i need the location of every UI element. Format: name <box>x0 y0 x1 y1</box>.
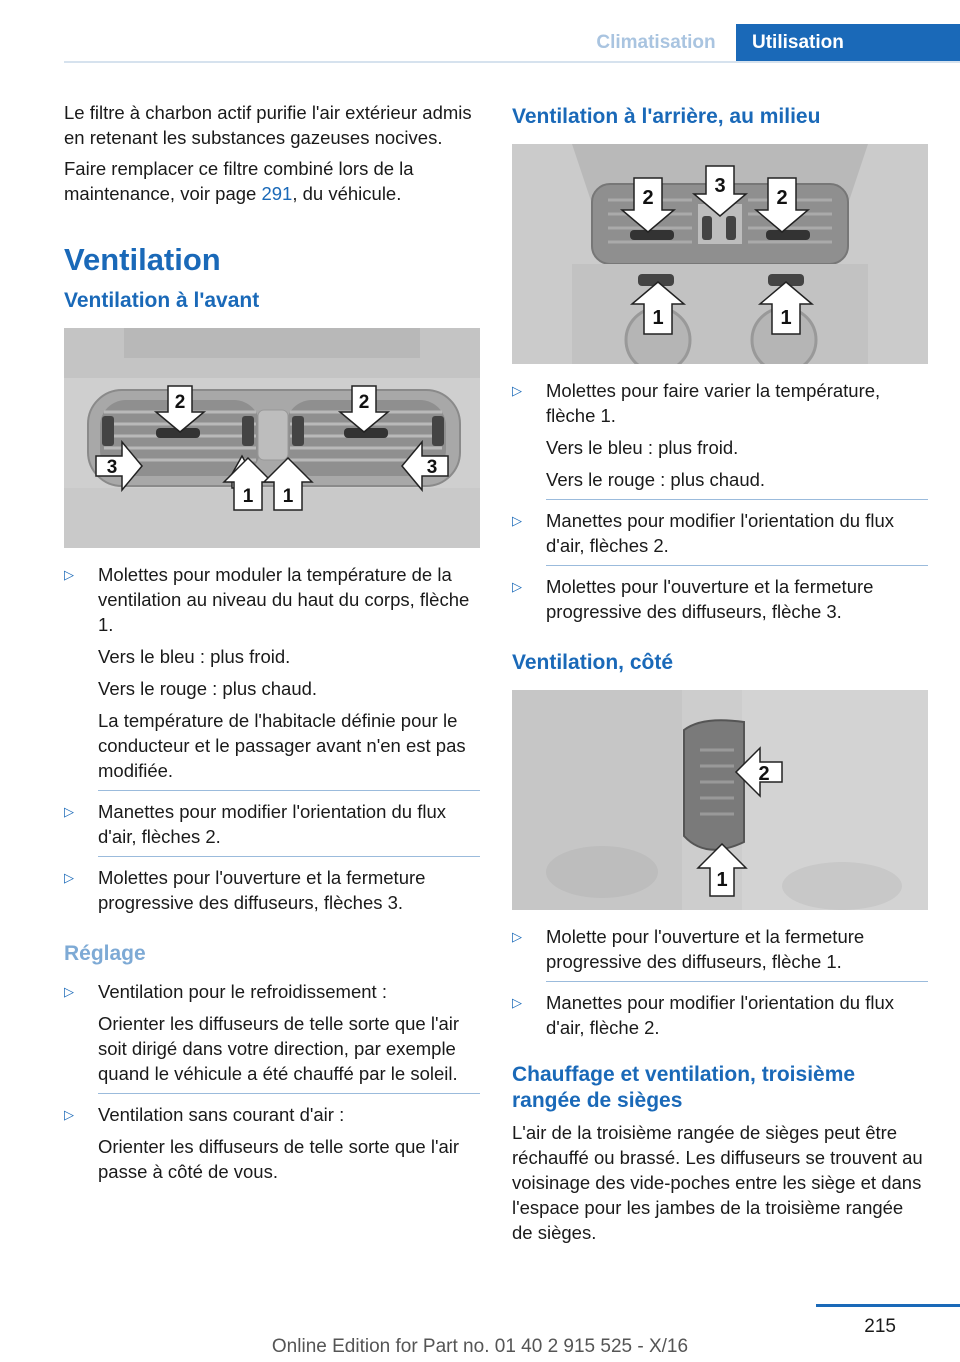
intro-paragraph-1: Le filtre à charbon actif purifie l'air extérieur admis en retenant les substances gazeuses nocives. <box>64 102 472 148</box>
intro-text-b: , du véhicule. <box>292 183 402 204</box>
bullet-text: Molettes pour l'ouverture et la fermeture progressive des diffuseurs, flèches 3. <box>98 867 426 913</box>
page-link-291[interactable]: 291 <box>261 183 293 204</box>
bullet-subtext: Orienter les diffuseurs de telle sorte que l'air soit dirigé dans votre direction, par exemple quand le véhicule a été chauffé par le soleil. <box>98 1013 460 1084</box>
bullet-marker-icon: ▷ <box>64 984 74 999</box>
figure-front-vents <box>64 328 480 548</box>
bullet-text: Ventilation sans courant d'air : <box>98 1104 345 1125</box>
list-item <box>64 562 480 791</box>
header-tab-climatisation[interactable]: Climatisation <box>596 32 716 53</box>
rear-label-1a: 1 <box>652 307 664 329</box>
side-label-1: 1 <box>716 869 728 891</box>
figure-rear-vents <box>512 144 928 364</box>
front-bullet-list <box>64 562 480 915</box>
subheading-third-row: Chauffage et ventilation, troisième rangée de sièges <box>512 1063 856 1112</box>
front-label-2b: 2 <box>358 392 370 413</box>
third-row-paragraph: L'air de la troisième rangée de sièges peut être réchauffé ou brassé. Les diffuseurs se trouvent au voisinage des vide-poches entre les siège et dans l'espace pour les jambes de la troisième rangée de sièges. <box>512 1122 923 1243</box>
front-label-1a: 1 <box>242 486 254 507</box>
edition-footer: Online Edition for Part no. 01 40 2 915 525 - X/16 <box>271 1336 689 1357</box>
front-label-3b: 3 <box>426 457 438 478</box>
list-item <box>64 1102 480 1184</box>
bullet-text: Manettes pour modifier l'orientation du flux d'air, flèche 2. <box>546 992 895 1038</box>
header-rule <box>64 61 960 63</box>
bullet-marker-icon: ▷ <box>512 579 522 594</box>
bullet-text: Molettes pour l'ouverture et la fermeture progressive des diffuseurs, flèche 3. <box>546 576 874 622</box>
footer-rule <box>816 1304 960 1307</box>
subheading-front: Ventilation à l'avant <box>64 289 260 312</box>
list-item <box>64 799 480 857</box>
front-label-1b: 1 <box>282 486 294 507</box>
bullet-marker-icon: ▷ <box>64 567 74 582</box>
list-item <box>512 378 928 500</box>
divider <box>98 856 480 857</box>
divider <box>546 499 928 500</box>
bullet-marker-icon: ▷ <box>512 929 522 944</box>
divider <box>546 981 928 982</box>
bullet-text: Molettes pour faire varier la température, flèche 1. <box>546 380 881 426</box>
front-label-2a: 2 <box>174 392 186 413</box>
bullet-text: Manettes pour modifier l'orientation du flux d'air, flèches 2. <box>546 510 895 556</box>
front-label-3a: 3 <box>106 457 118 478</box>
list-item <box>512 990 928 1040</box>
bullet-subtext: Vers le rouge : plus chaud. <box>546 469 766 490</box>
intro-text-a: Faire remplacer ce filtre combiné lors de la maintenance, voir page <box>64 158 414 204</box>
right-column <box>512 100 928 1251</box>
page-number: 215 <box>864 1316 896 1337</box>
list-item <box>512 924 928 982</box>
bullet-text: Ventilation pour le refroidissement : <box>98 981 387 1002</box>
list-item <box>512 508 928 566</box>
rear-label-2b: 2 <box>776 187 788 209</box>
rear-label-2a: 2 <box>642 187 654 209</box>
bullet-marker-icon: ▷ <box>64 870 74 885</box>
reglage-bullet-list <box>64 979 480 1184</box>
divider <box>546 565 928 566</box>
bullet-subtext: Vers le bleu : plus froid. <box>98 646 291 667</box>
bullet-text: Manettes pour modifier l'orientation du flux d'air, flèches 2. <box>98 801 447 847</box>
divider <box>98 790 480 791</box>
header-tab-utilisation[interactable]: Utilisation <box>736 24 960 62</box>
intro-paragraph-2 <box>64 156 480 206</box>
bullet-subtext: Vers le bleu : plus froid. <box>546 437 739 458</box>
list-item <box>64 865 480 915</box>
bullet-subtext: Vers le rouge : plus chaud. <box>98 678 318 699</box>
rear-label-1b: 1 <box>780 307 792 329</box>
side-bullet-list <box>512 924 928 1040</box>
bullet-subtext: La température de l'habitacle définie pour le conducteur et le passager avant n'en est pas modifiée. <box>98 710 466 781</box>
rear-bullet-list <box>512 378 928 624</box>
bullet-text: Molette pour l'ouverture et la fermeture progressive des diffuseurs, flèche 1. <box>546 926 865 972</box>
section-title-ventilation: Ventilation <box>64 242 221 277</box>
subheading-rear: Ventilation à l'arrière, au milieu <box>512 105 821 128</box>
list-item <box>512 574 928 624</box>
bullet-marker-icon: ▷ <box>64 1107 74 1122</box>
side-label-2: 2 <box>758 763 770 785</box>
left-column <box>64 100 480 1191</box>
rear-label-3: 3 <box>714 175 726 197</box>
list-item <box>64 979 480 1094</box>
bullet-marker-icon: ▷ <box>512 383 522 398</box>
bullet-marker-icon: ▷ <box>64 804 74 819</box>
subheading-reglage: Réglage <box>64 942 146 965</box>
figure-side-vent <box>512 690 928 910</box>
divider <box>98 1093 480 1094</box>
bullet-marker-icon: ▷ <box>512 513 522 528</box>
bullet-marker-icon: ▷ <box>512 995 522 1010</box>
subheading-side: Ventilation, côté <box>512 651 674 674</box>
bullet-text: Molettes pour moduler la température de la ventilation au niveau du haut du corps, flèche 1. <box>98 564 470 635</box>
bullet-subtext: Orienter les diffuseurs de telle sorte que l'air passe à côté de vous. <box>98 1136 460 1182</box>
